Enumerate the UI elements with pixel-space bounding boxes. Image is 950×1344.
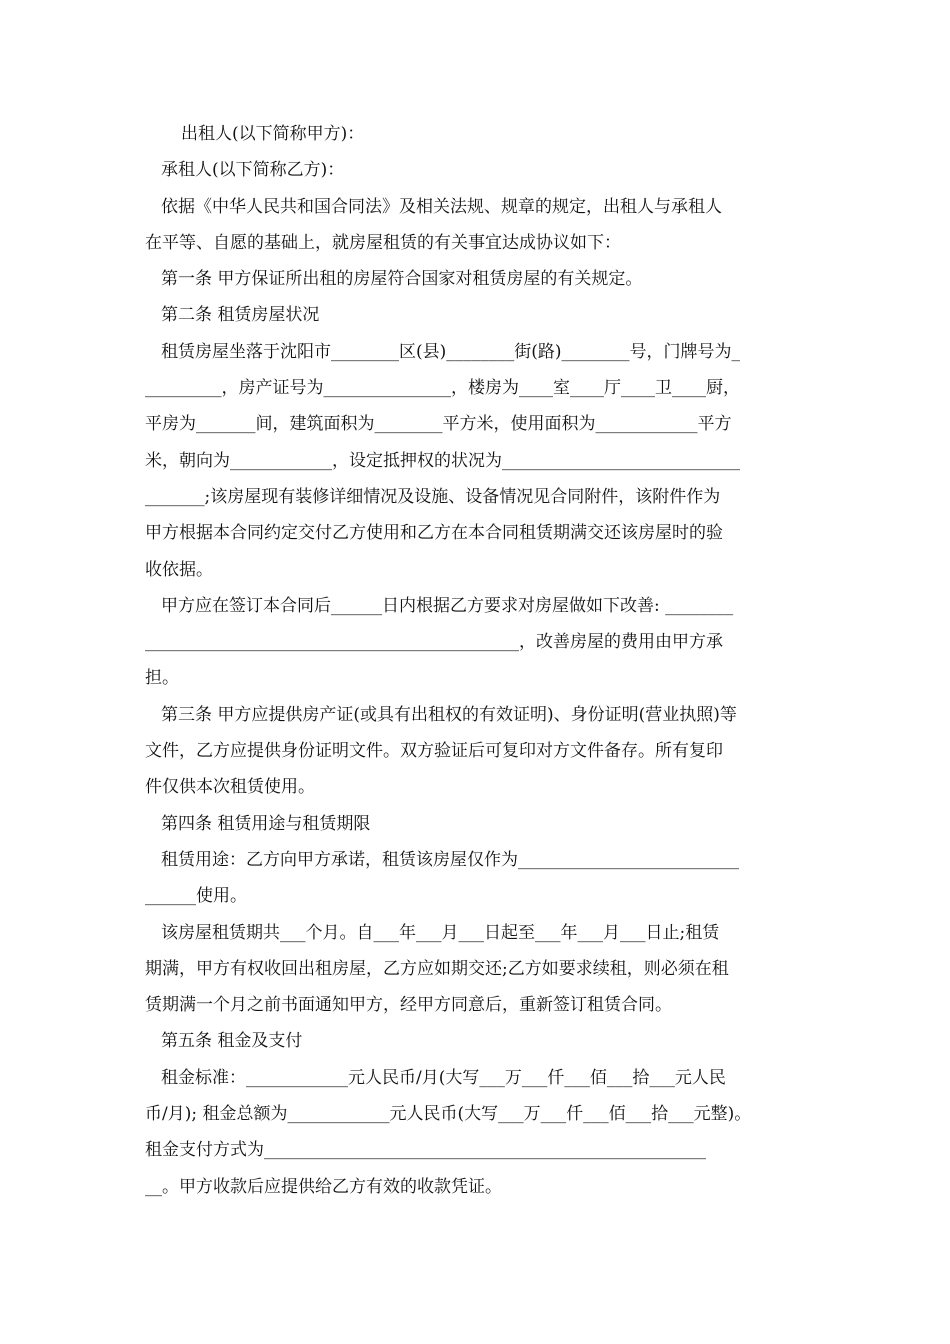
- paragraph-line: 租金标准：____________元人民币/月(大写___万___仟___佰___拾___元人民: [161, 1067, 726, 1088]
- paragraph-line: 件仅供本次租赁使用。: [145, 777, 315, 798]
- paragraph-line: 赁期满一个月之前书面通知甲方，经甲方同意后，重新签订租赁合同。: [145, 995, 672, 1016]
- paragraph-line: 米，朝向为____________，设定抵押权的状况为____________________________: [145, 450, 740, 471]
- lessee-line: 承租人(以下简称乙方)：: [161, 160, 345, 181]
- paragraph-line: 在平等、自愿的基础上，就房屋租赁的有关事宜达成协议如下：: [145, 232, 621, 253]
- paragraph-line: 甲方根据本合同约定交付乙方使用和乙方在本合同租赁期满交还该房屋时的验: [145, 523, 723, 544]
- paragraph-line: 期满，甲方有权收回出租房屋，乙方应如期交还;乙方如要求续租，则必须在租: [145, 958, 729, 979]
- article-2-heading: 第二条 租赁房屋状况: [161, 305, 320, 326]
- article-3-line: 第三条 甲方应提供房产证(或具有出租权的有效证明)、身份证明(营业执照)等: [161, 704, 737, 725]
- article-5-heading: 第五条 租金及支付: [161, 1031, 303, 1052]
- paragraph-line: 平房为_______间，建筑面积为________平方米，使用面积为____________平方: [145, 414, 732, 435]
- paragraph-line: 收依据。: [145, 559, 213, 580]
- paragraph-line: ______使用。: [145, 886, 247, 907]
- paragraph-line: 担。: [145, 668, 179, 689]
- contract-body: [145, 116, 810, 1205]
- lessor-line: 出租人(以下简称甲方)：: [181, 124, 365, 144]
- paragraph-line: 文件，乙方应提供身份证明文件。双方验证后可复印对方文件备存。所有复印: [145, 741, 723, 762]
- paragraph-line: 依据《中华人民共和国合同法》及相关法规、规章的规定，出租人与承租人: [161, 196, 722, 217]
- article-4-heading: 第四条 租赁用途与租赁期限: [161, 813, 371, 834]
- paragraph-line: 甲方应在签订本合同后______日内根据乙方要求对房屋做如下改善: ________: [161, 595, 734, 616]
- paragraph-line: _______;该房屋现有装修详细情况及设施、设备情况见合同附件，该附件作为: [145, 486, 721, 507]
- paragraph-line: 租赁用途：乙方向甲方承诺，租赁该房屋仅作为__________________________: [161, 849, 739, 870]
- paragraph-line: __。甲方收款后应提供给乙方有效的收款凭证。: [145, 1176, 502, 1197]
- paragraph-line: 该房屋租赁期共___个月。自___年___月___日起至___年___月___日止;租赁: [161, 922, 720, 943]
- paragraph-line: _________，房产证号为_______________，楼房为____室____厅____卫____厨，: [145, 378, 740, 399]
- paragraph-line: ____________________________________________，改善房屋的费用由甲方承: [145, 632, 723, 653]
- paragraph-line: 租赁房屋坐落于沈阳市________区(县)________街(路)________号，门牌号为_: [161, 341, 741, 362]
- article-1-line: 第一条 甲方保证所出租的房屋符合国家对租赁房屋的有关规定。: [161, 269, 643, 290]
- paragraph-line: 租金支付方式为____________________________________________________: [145, 1140, 706, 1161]
- paragraph-line: 币/月); 租金总额为____________元人民币(大写___万___仟___佰___拾___元整)。: [145, 1104, 752, 1125]
